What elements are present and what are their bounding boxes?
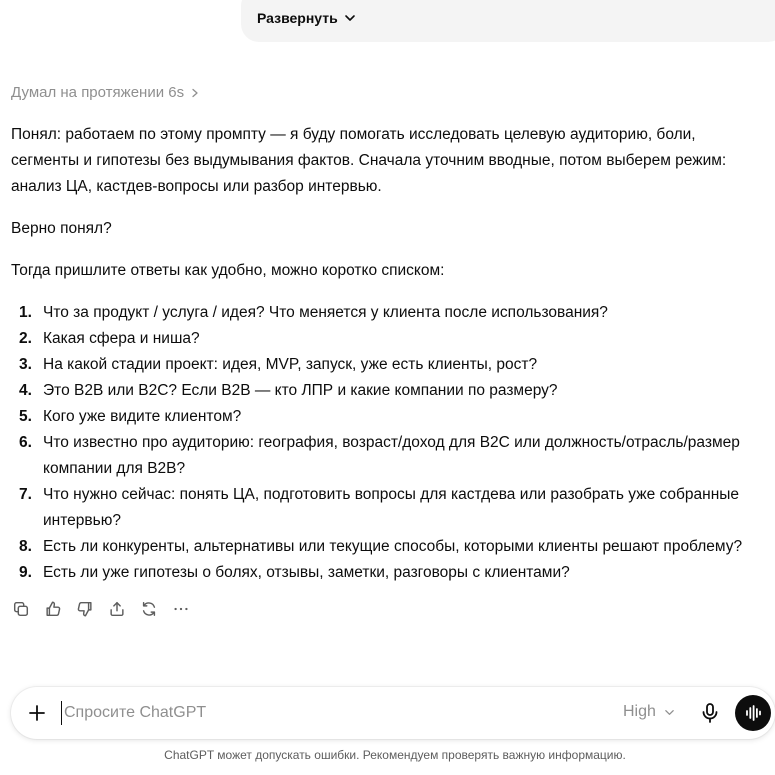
voice-mode-button[interactable] [735, 695, 771, 731]
share-icon [108, 600, 126, 618]
message-paragraph: Верно понял? [11, 220, 112, 237]
list-item [11, 534, 763, 560]
reasoning-level-label: High [623, 703, 656, 720]
thinking-label: Думал на протяжении 6s [11, 84, 185, 101]
disclaimer: ChatGPT может допускать ошибки. Рекомендуем проверять важную информацию. [164, 748, 626, 762]
assistant-message [11, 122, 763, 586]
thinking-toggle[interactable] [11, 84, 200, 101]
list-number: 3. [19, 356, 32, 373]
list-number: 9. [19, 564, 32, 581]
list-number: 4. [19, 382, 32, 399]
regenerate-icon [140, 600, 158, 618]
dictate-button[interactable] [698, 701, 722, 725]
list-text: Что за продукт / услуга / идея? Что меняется у клиента после использования? [43, 304, 608, 321]
list-text: Это B2B или B2C? Если B2B — кто ЛПР и какие компании по размеру? [43, 382, 558, 399]
regenerate-button[interactable] [138, 598, 160, 620]
list-text: Кого уже видите клиентом? [43, 408, 242, 425]
list-text: На какой стадии проект: идея, MVP, запуск, уже есть клиенты, рост? [43, 356, 538, 373]
composer [11, 687, 775, 739]
thumbs-down-icon [76, 600, 94, 618]
questions-list [11, 300, 763, 586]
list-number: 2. [19, 330, 32, 347]
copy-button[interactable] [10, 598, 32, 620]
microphone-icon [698, 701, 722, 725]
copy-icon [12, 600, 30, 618]
list-item [11, 404, 763, 430]
thumbs-up-icon [44, 600, 62, 618]
expand-button[interactable] [257, 10, 356, 26]
list-number: 5. [19, 408, 32, 425]
expand-label: Развернуть [257, 10, 338, 26]
attach-button[interactable] [25, 701, 49, 725]
list-item [11, 300, 763, 326]
list-number: 8. [19, 538, 32, 555]
reasoning-level-select[interactable] [623, 703, 675, 721]
chevron-down-icon [664, 707, 675, 718]
list-number: 7. [19, 486, 32, 503]
more-icon [172, 600, 190, 618]
list-text: Что нужно сейчас: понять ЦА, подготовить вопросы для кастдева или разобрать уже собранные интервью? [43, 486, 740, 529]
list-number: 6. [19, 434, 32, 451]
list-item [11, 352, 763, 378]
list-item [11, 430, 763, 482]
chevron-down-icon [344, 12, 356, 24]
share-button[interactable] [106, 598, 128, 620]
list-number: 1. [19, 304, 32, 321]
message-paragraph: Понял: работаем по этому промпту — я буду помогать исследовать целевую аудиторию, боли, сегменты и гипотезы без выдумывания фактов. Сначала уточним вводные, потом выберем режим: анализ ЦА, кастдев-вопросы или разбор интервью. [11, 126, 727, 195]
thumbs-up-button[interactable] [42, 598, 64, 620]
list-item [11, 378, 763, 404]
message-paragraph: Тогда пришлите ответы как удобно, можно коротко списком: [11, 262, 445, 279]
list-text: Есть ли конкуренты, альтернативы или текущие способы, которыми клиенты решают проблему? [43, 538, 743, 555]
list-text: Какая сфера и ниша? [43, 330, 200, 347]
more-button[interactable] [170, 598, 192, 620]
message-actions [10, 598, 192, 620]
chevron-right-icon [190, 88, 200, 98]
prompt-input[interactable] [61, 701, 581, 725]
list-item [11, 482, 763, 534]
list-text: Что известно про аудиторию: география, возраст/доход для B2C или должность/отрасль/размер компании для B2B? [43, 434, 740, 477]
plus-icon [25, 701, 49, 725]
thumbs-down-button[interactable] [74, 598, 96, 620]
list-item [11, 326, 763, 352]
list-text: Есть ли уже гипотезы о болях, отзывы, заметки, разговоры с клиентами? [43, 564, 570, 581]
list-item [11, 560, 763, 586]
voice-waveform-icon [743, 703, 763, 723]
